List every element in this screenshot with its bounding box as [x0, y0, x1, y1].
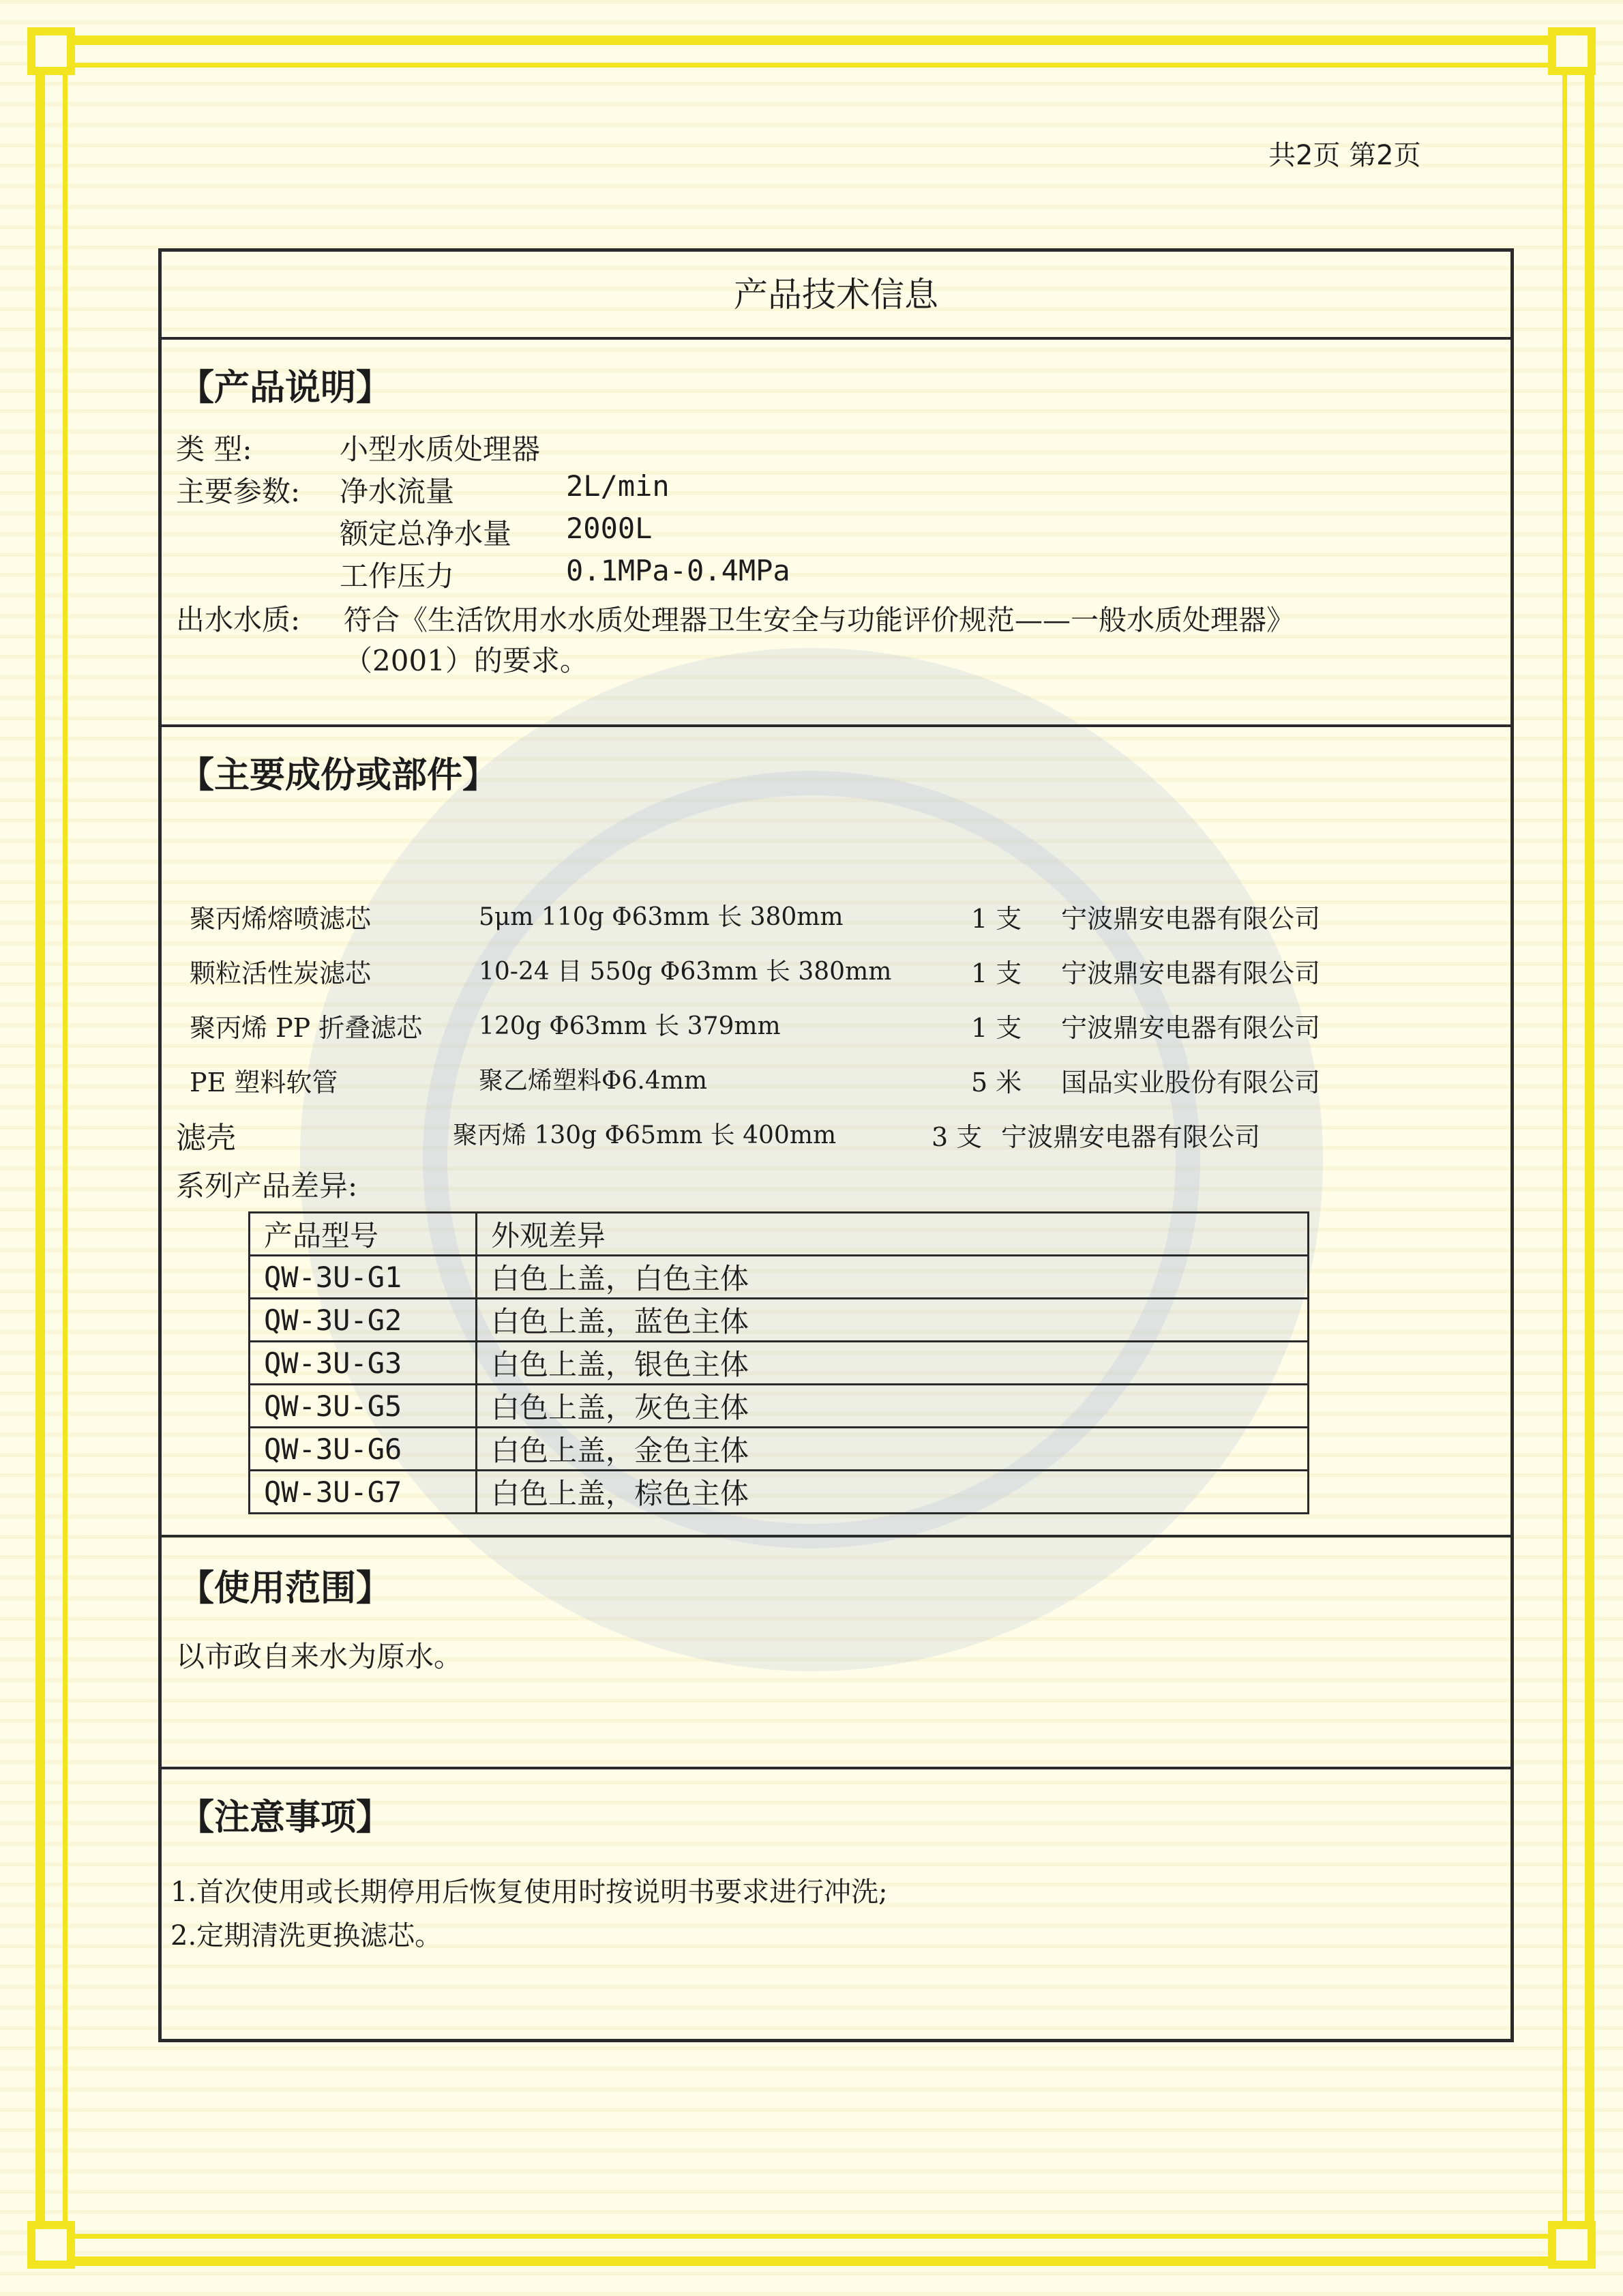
component-name: 聚丙烯熔喷滤芯: [190, 904, 372, 934]
component-spec: 聚乙烯塑料Φ6.4mm: [479, 1067, 708, 1095]
param-name: 额定总净水量: [340, 517, 512, 550]
type-label: 类 型:: [176, 432, 252, 466]
water-quality-text: 符合《生活饮用水水质处理器卫生安全与功能评价规范——一般水质处理器》: [344, 604, 1294, 636]
component-supplier: 宁波鼎安电器有限公司: [1061, 1013, 1321, 1043]
appearance-cell: 白色上盖，银色主体: [477, 1342, 1309, 1385]
model-cell: QW-3U-G6: [250, 1428, 477, 1471]
component-supplier: 宁波鼎安电器有限公司: [1061, 904, 1321, 934]
component-spec: 10-24 目 550g Φ63mm 长 380mm: [479, 958, 892, 986]
divider: [158, 337, 1514, 340]
appearance-cell: 白色上盖，金色主体: [477, 1428, 1309, 1471]
note-item: 2.定期清洗更换滤芯。: [170, 1920, 443, 1952]
component-name: 滤壳: [176, 1121, 236, 1156]
model-cell: QW-3U-G3: [250, 1342, 477, 1385]
water-quality-text-continued: （2001）的要求。: [344, 644, 589, 677]
series-differences-table: [248, 1211, 1309, 1514]
component-spec: 聚丙烯 130g Φ65mm 长 400mm: [453, 1121, 837, 1149]
section-heading-usage: 【使用范围】: [179, 1568, 392, 1609]
model-cell: QW-3U-G1: [250, 1256, 477, 1299]
corner-ornament: [27, 2221, 75, 2269]
divider: [158, 1535, 1514, 1537]
component-supplier: 国品实业股份有限公司: [1061, 1068, 1321, 1098]
component-spec: 5μm 110g Φ63mm 长 380mm: [479, 903, 844, 931]
corner-ornament: [27, 27, 75, 75]
corner-ornament: [1548, 27, 1596, 75]
table-row: [250, 1342, 1309, 1385]
component-qty: 1 支: [971, 904, 1022, 934]
series-differences-label: 系列产品差异:: [176, 1169, 358, 1203]
table-row: [250, 1428, 1309, 1471]
section-heading-product-description: 【产品说明】: [179, 368, 392, 409]
section-heading-components: 【主要成份或部件】: [179, 755, 498, 796]
model-cell: QW-3U-G7: [250, 1471, 477, 1514]
page-counter: 共2页 第2页: [1268, 140, 1421, 171]
component-qty: 1 支: [971, 1013, 1022, 1043]
param-value: 0.1MPa-0.4MPa: [566, 554, 790, 587]
divider: [158, 1767, 1514, 1769]
water-quality-label: 出水水质:: [176, 603, 301, 636]
note-item: 1.首次使用或长期停用后恢复使用时按说明书要求进行冲洗;: [170, 1876, 888, 1908]
model-cell: QW-3U-G2: [250, 1299, 477, 1342]
component-name: 颗粒活性炭滤芯: [190, 958, 372, 988]
section-heading-notes: 【注意事项】: [179, 1797, 392, 1838]
component-spec: 120g Φ63mm 长 379mm: [479, 1012, 781, 1040]
table-header-row: [250, 1213, 1309, 1256]
param-name: 净水流量: [340, 475, 455, 508]
table-row: [250, 1471, 1309, 1514]
column-header: 产品型号: [250, 1213, 477, 1256]
appearance-cell: 白色上盖，棕色主体: [477, 1471, 1309, 1514]
type-value: 小型水质处理器: [340, 432, 541, 466]
page-title: 产品技术信息: [734, 275, 938, 314]
appearance-cell: 白色上盖，白色主体: [477, 1256, 1309, 1299]
params-label: 主要参数:: [176, 475, 301, 508]
model-cell: QW-3U-G5: [250, 1385, 477, 1428]
corner-ornament: [1548, 2221, 1596, 2269]
component-name: 聚丙烯 PP 折叠滤芯: [190, 1013, 423, 1043]
component-qty: 1 支: [971, 958, 1022, 988]
table-row: [250, 1385, 1309, 1428]
param-value: 2000L: [566, 512, 653, 545]
param-value: 2L/min: [566, 469, 670, 503]
component-qty: 5 米: [971, 1068, 1022, 1098]
divider: [158, 724, 1514, 727]
usage-text: 以市政自来水为原水。: [176, 1640, 463, 1673]
appearance-cell: 白色上盖，蓝色主体: [477, 1299, 1309, 1342]
param-name: 工作压力: [340, 559, 455, 593]
component-supplier: 宁波鼎安电器有限公司: [1061, 958, 1321, 988]
table-row: [250, 1299, 1309, 1342]
component-name: PE 塑料软管: [190, 1068, 338, 1098]
table-row: [250, 1256, 1309, 1299]
column-header: 外观差异: [477, 1213, 1309, 1256]
component-qty: 3 支: [932, 1122, 983, 1152]
appearance-cell: 白色上盖，灰色主体: [477, 1385, 1309, 1428]
component-supplier: 宁波鼎安电器有限公司: [1001, 1122, 1261, 1152]
